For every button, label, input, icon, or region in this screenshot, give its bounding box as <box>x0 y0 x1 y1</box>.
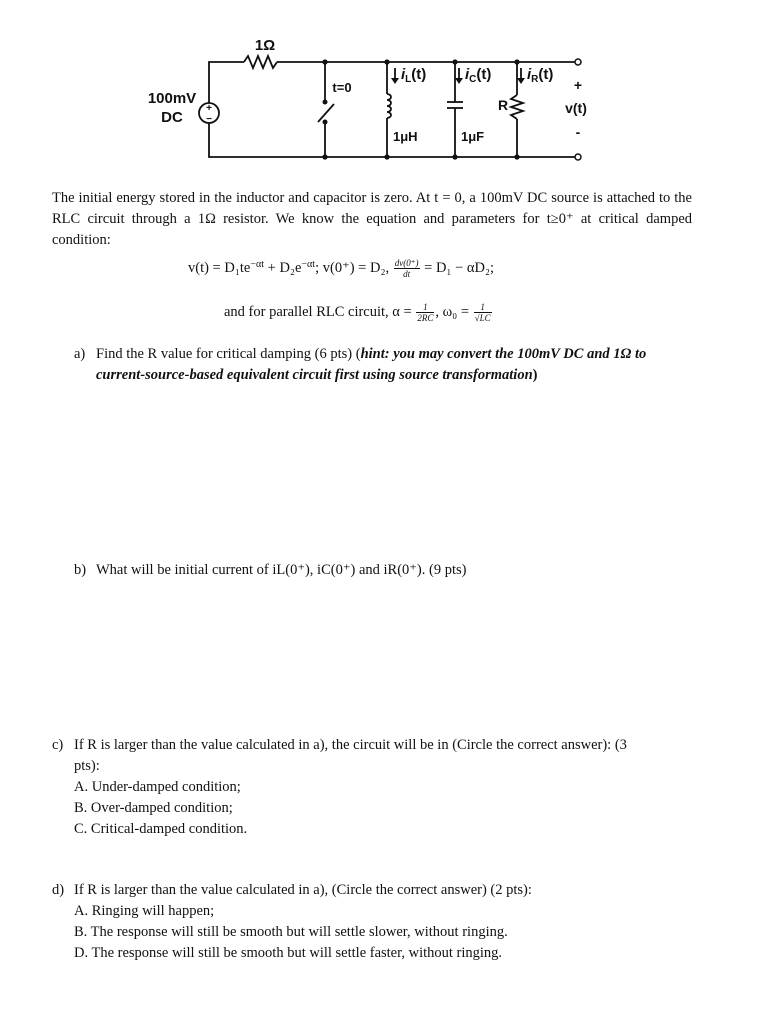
terminal-top <box>575 59 581 65</box>
choice-c-b[interactable]: B. Over-damped condition; <box>74 800 233 816</box>
iL-label: $i_L(t)$ <box>401 66 427 85</box>
circuit-diagram <box>0 0 764 180</box>
choice-d-d[interactable]: D. The response will still be smooth but will settle faster, without ringing. <box>74 945 503 961</box>
choice-d-b[interactable]: B. The response will still be smooth but will settle slower, without ringing. <box>74 924 508 940</box>
iR-label: $i_R(t)$ <box>527 66 554 85</box>
iL-arrow <box>391 78 399 84</box>
choice-c-c[interactable]: C. Critical-damped condition. <box>74 821 248 837</box>
capacitor-value-label: 1μF <box>461 129 485 144</box>
choice-c-a[interactable]: A. Under-damped condition; <box>74 779 241 795</box>
voltage-plus: + <box>573 77 583 93</box>
source-value-label: 100mV <box>147 90 197 107</box>
iC-label: $i_C(t)$ <box>465 66 492 85</box>
source-type-label: DC <box>161 109 183 126</box>
iC-arrow <box>455 78 463 84</box>
question-a: a) Find the R value for critical damping (6 pts) (hint: you may convert the 100mV DC and 1Ω to current-source-based equivalent circuit first using source transformation) <box>74 346 647 383</box>
terminal-bottom <box>575 154 581 160</box>
load-resistor-label: R <box>498 97 509 113</box>
question-c: c) If R is larger than the value calculated in a), the circuit will be in (Circle the correct answer): (3 pts): A. Under-damped condition; B. Over-damped condition; C. Critical-damped condition. <box>52 735 702 840</box>
question-b: b) What will be initial current of iL(0⁺), iC(0⁺) and iR(0⁺). (9 pts) <box>74 562 467 578</box>
switch-blade <box>318 104 334 122</box>
choice-d-a[interactable]: A. Ringing will happen; <box>74 903 215 919</box>
equation-parameters: and for parallel RLC circuit, α = $\frac{1}{2RC}$ , ω₀ = $\frac{1}{√LC}$ <box>224 302 491 323</box>
series-resistor <box>244 56 277 68</box>
question-d: d) If R is larger than the value calculated in a), (Circle the correct answer) (2 pts): A. Ringing will happen; B. The response will still be smooth but will settle slower, without ringing. D. The response will still be smooth but will settle faster, without ringing. <box>52 880 702 964</box>
series-resistor-label: 1Ω <box>254 37 276 54</box>
inductor-value-label: 1μH <box>393 129 418 144</box>
source-minus: − <box>206 114 212 125</box>
voltage-label: v(t) <box>565 100 587 116</box>
iR-arrow <box>517 78 525 84</box>
equation-critical-damping: $v(t) = D_1te^{-\alpha t} + D_2e^{-\alpha t}$; v(0⁺) = D₂, $\frac{dv(0^+)}{dt}$ = D₁ − αD₂; <box>188 258 495 279</box>
load-resistor <box>511 95 523 119</box>
inductor-coil <box>387 94 391 118</box>
source-plus: + <box>206 103 212 114</box>
intro-paragraph: The initial energy stored in the inductor and capacitor is zero. At t = 0, a 100mV DC source is attached to the RLC circuit through a 1Ω resistor. We know the equation and parameters for t≥0⁺ at critical damped condition: <box>52 190 692 248</box>
wire-top-left <box>209 62 244 104</box>
voltage-minus: - <box>575 124 581 140</box>
switch-label: t=0 <box>332 80 352 95</box>
